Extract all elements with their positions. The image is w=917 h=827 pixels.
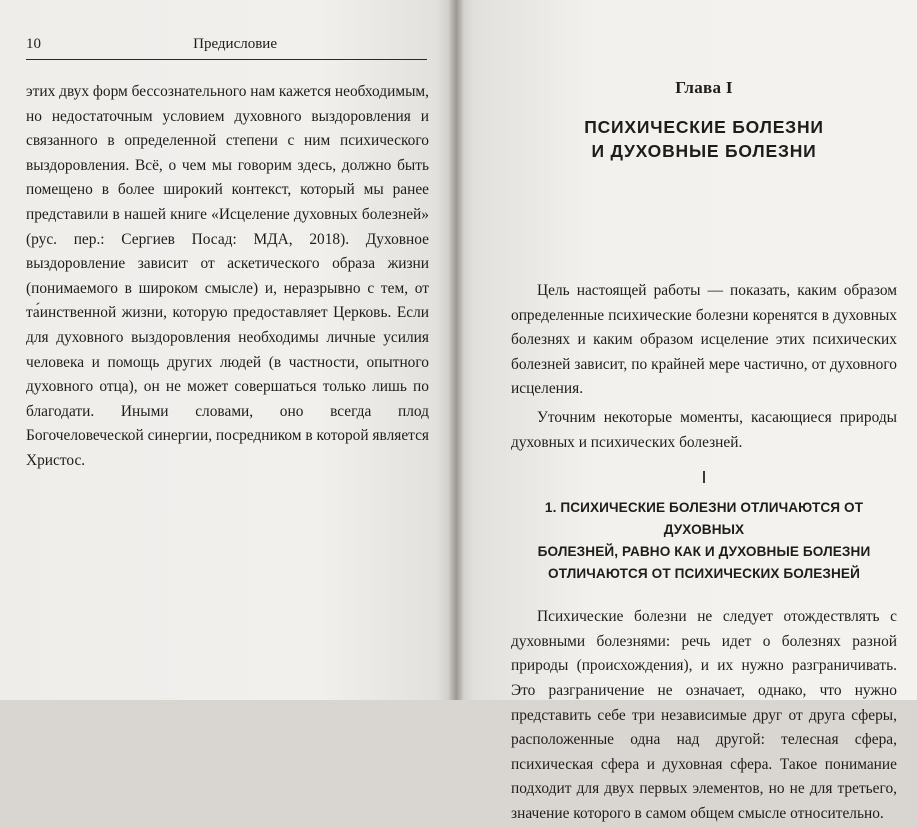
bleed-mark	[511, 471, 897, 485]
section-heading-line: БОЛЕЗНЕЙ, РАВНО КАК И ДУХОВНЫЕ БОЛЕЗНИ	[537, 544, 871, 560]
section-paragraph: Психические болезни не следует отождествлять с духовными болезнями: речь идет о болезнях разной природы (происхождения), и их нужно разграничивать. Это разграничение не означает, однако, что нужно представить себе три независимые друг от друга сферы, расположенные одна над другой: телесная сфера, психическая сфера и духовная сфера. Такое понимание подходит для двух первых элементов, но не для третьего, значение которого в самом общем смысле относительно.	[511, 608, 897, 822]
right-page	[455, 0, 917, 822]
chapter-title-line: ПСИХИЧЕСКИЕ БОЛЕЗНИ	[584, 117, 824, 137]
bleed-mark-icon	[702, 471, 706, 483]
intro-paragraph: Уточним некоторые моменты, касающиеся природы духовных и психических болезней.	[511, 408, 897, 451]
left-page	[0, 0, 455, 700]
left-body-text	[26, 80, 429, 474]
section-heading-line: ОТЛИЧАЮТСЯ ОТ ПСИХИЧЕСКИХ БОЛЕЗНЕЙ	[548, 566, 860, 582]
section-body	[511, 605, 897, 826]
section-heading-line: 1. ПСИХИЧЕСКИЕ БОЛЕЗНИ ОТЛИЧАЮТСЯ ОТ ДУХОВНЫХ	[544, 500, 864, 538]
left-paragraph: этих двух форм бессознательного нам кажется необходимым, но недостаточным условием духовного выздоровления и связанного в определенной степени с ним психического выздоровления. Всё, о чем мы говорим здесь, должно быть помещено в более широкий контекст, который мы ранее представили в нашей книге «Исцеление духовных болезней» (рус. пер.: Сергиев Посад: МДА, 2018). Духовное выздоровление зависит от аскетического образа жизни (понимаемого в широком смысле) и, неразрывно с тем, от та́инственной жизни, которую предоставляет Церковь. Если для духовного выздоровления необходимы личные усилия человека и помощь других людей (в частности, опытного духовного отца), он не может совершаться только лишь по благодати. Иными словами, оно всегда плод Богочеловеческой синергии, посредником в которой является Христос.	[26, 83, 430, 469]
section-heading	[511, 497, 897, 585]
running-head	[26, 36, 427, 60]
running-title: Предисловие	[193, 36, 277, 52]
chapter-label: Глава I	[675, 78, 733, 97]
intro-paragraph: Цель настоящей работы — показать, каким образом определенные психические болезни коренятся в духовных болезнях и каким образом исцеление этих психических болезней зависит, по крайней мере частично, от духовного исцеления.	[511, 282, 897, 398]
chapter-intro	[511, 279, 897, 455]
chapter-title-line: И ДУХОВНЫЕ БОЛЕЗНИ	[591, 141, 817, 161]
chapter-title	[511, 115, 897, 163]
page-number: 10	[26, 36, 41, 52]
